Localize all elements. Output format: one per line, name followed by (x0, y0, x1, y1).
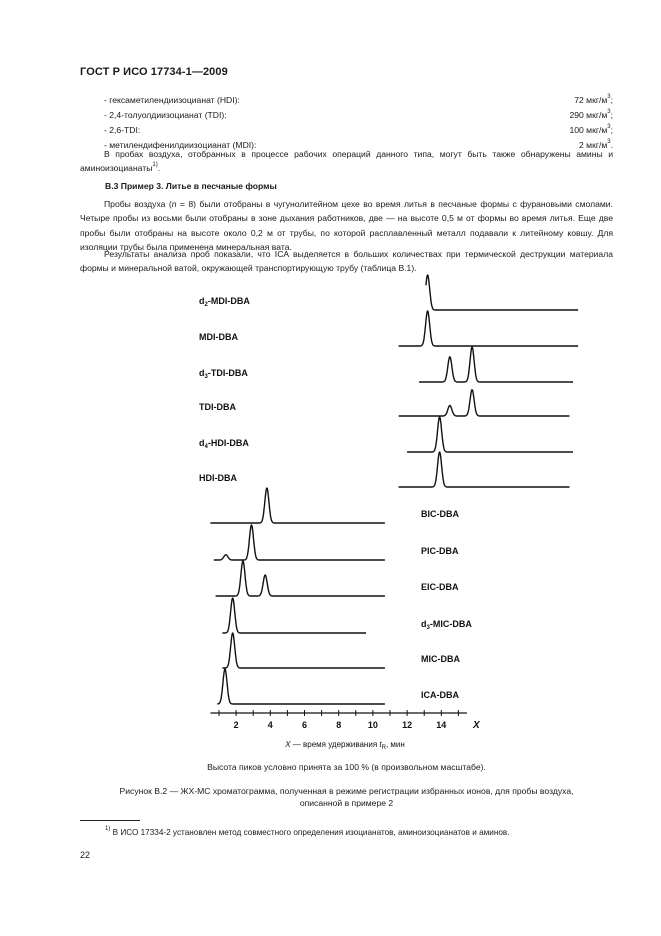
x-tick-label: 4 (267, 720, 273, 730)
trace-d3-tdi-dba (419, 347, 573, 382)
trace-mic-dba (222, 633, 385, 668)
x-tick-label: 6 (301, 720, 308, 730)
paragraph-sampling-start: Пробы воздуха ( (104, 199, 172, 209)
trace-mdi-dba (399, 311, 578, 346)
series-label-part: TDI-DBA (199, 402, 236, 412)
series-label-part: BIC-DBA (421, 509, 459, 519)
paragraph-sampling-rest: = 8) были отобраны в чугунолитейном цехе во время литья в песчаные формы с фурановыми смолами. Четыре пробы из восьми были отобраны в зоне дыхания работников, две — на высоте 0,5 м от формы во время литья. Еще две пробы были отобраны на высоте около 0,2 м от трубы, по которой расплавленный металл подавали к литейному ковшу. Для изоляции трубы была применена минеральная вата. (80, 199, 613, 252)
unit-superscript: 3 (607, 109, 611, 116)
isocyanate-value-suffix: ; (610, 95, 613, 105)
isocyanate-value-number: 100 мкг/м (569, 125, 608, 135)
trace-ica-dba (217, 669, 385, 704)
series-label-part: d (199, 368, 205, 378)
series-label-bic-dba (421, 509, 459, 519)
figure-note: Высота пиков условно принята за 100 % (в произвольном масштабе). (207, 762, 486, 772)
x-axis-title-part: t (379, 740, 382, 749)
series-label-part: 3 (204, 374, 208, 380)
series-label-d2-mdi-dba (199, 296, 250, 308)
series-label-tdi-dba (199, 402, 236, 412)
isocyanate-value-number: 2 мкг/м (579, 140, 608, 150)
paragraph-amines-end: . (157, 163, 161, 174)
x-axis-title (284, 740, 405, 751)
series-label-mdi-dba (199, 332, 238, 342)
section-title: B.3 Пример 3. Литье в песчаные формы (105, 181, 277, 191)
series-label-part: d (421, 619, 427, 629)
series-label-eic-dba (421, 582, 459, 592)
figure-caption-line-1: Рисунок B.2 — ЖХ-МС хроматограмма, полученная в режиме регистрации избранных ионов, для пробы воздуха, (119, 786, 574, 796)
series-label-part: -MIC-DBA (429, 619, 472, 629)
isocyanate-value-number: 290 мкг/м (569, 110, 608, 120)
series-label-part: 4 (204, 444, 208, 450)
footnote-ref: 1) (152, 162, 158, 169)
series-label-part: -MDI-DBA (207, 296, 250, 306)
series-label-part: EIC-DBA (421, 582, 459, 592)
paragraph-results-text: Результаты анализа проб показали, что ICA выделяется в больших количествах при термической деструкции материала формы и минеральной ватой, окружающей транспортирующую трубу (таблица B.1). (80, 249, 613, 274)
paragraph-amines-text: В пробах воздуха, отобранных в процессе рабочих операций данного типа, могут быть также обнаружены амины и аминоизоцианаты (80, 149, 613, 174)
isocyanate-value-suffix: . (610, 140, 613, 150)
series-label-part: ICA-DBA (421, 690, 459, 700)
x-tick-label: 2 (233, 720, 239, 730)
series-label-hdi-dba (199, 473, 237, 483)
series-label-part: PIC-DBA (421, 546, 459, 556)
x-tick-label: 12 (402, 720, 413, 730)
trace-d2-mdi-dba (426, 275, 578, 310)
footnote-marker: 1) (105, 826, 111, 833)
x-axis-title-part: — время удерживания (290, 740, 380, 749)
trace-eic-dba (216, 561, 385, 596)
footnote (105, 828, 510, 837)
trace-hdi-dba (399, 452, 570, 487)
x-axis-title-part: X (285, 740, 291, 749)
variable-n: n (171, 199, 177, 209)
series-label-part: MIC-DBA (421, 654, 460, 664)
unit-superscript: 3 (607, 94, 611, 101)
trace-d4-hdi-dba (407, 417, 573, 452)
trace-pic-dba (214, 525, 385, 560)
series-label-pic-dba (421, 546, 459, 556)
x-tick-label: 14 (436, 720, 447, 730)
series-label-mic-dba (421, 654, 460, 664)
x-axis-title-part: R (381, 745, 386, 751)
series-label-part: d (199, 296, 205, 306)
series-label-d4-hdi-dba (199, 438, 249, 450)
series-label-part: 2 (204, 302, 208, 308)
isocyanate-name: - гексаметилендиизоцианат (HDI): (104, 95, 240, 105)
unit-superscript: 3 (607, 124, 611, 131)
series-label-part: -HDI-DBA (207, 438, 249, 448)
series-label-part: 3 (426, 625, 430, 631)
trace-bic-dba (210, 488, 385, 523)
series-label-part: MDI-DBA (199, 332, 238, 342)
isocyanate-name: - 2,6-TDI: (104, 125, 141, 135)
trace-d3-mic-dba (222, 598, 366, 633)
footnote-divider (80, 820, 140, 821)
isocyanate-name: - метилендифенилдиизоцианат (MDI): (104, 140, 257, 150)
page-number: 22 (80, 850, 91, 860)
figure-caption-line-2: описанной в примере 2 (299, 798, 394, 808)
series-label-part: d (199, 438, 205, 448)
x-tick-label: 8 (336, 720, 342, 730)
series-label-d3-mic-dba (421, 619, 472, 631)
isocyanate-value-number: 72 мкг/м (574, 95, 608, 105)
standard-header: ГОСТ Р ИСО 17734-1—2009 (80, 66, 228, 78)
trace-tdi-dba (399, 390, 570, 416)
x-axis-end-label: X (472, 720, 480, 731)
isocyanate-value-suffix: ; (610, 125, 613, 135)
x-tick-label: 10 (367, 720, 378, 730)
series-label-part: -TDI-DBA (207, 368, 248, 378)
x-axis-title-part: , мин (385, 740, 405, 749)
series-label-part: HDI-DBA (199, 473, 237, 483)
isocyanate-value-suffix: ; (610, 110, 613, 120)
unit-superscript: 3 (607, 139, 611, 146)
footnote-text: В ИСО 17334-2 установлен метод совместного определения изоцианатов, аминоизоцианатов и аминов. (110, 828, 510, 837)
isocyanate-name: - 2,4-толуолдиизоцианат (TDI): (104, 110, 227, 120)
series-label-ica-dba (421, 690, 459, 700)
series-label-d3-tdi-dba (199, 368, 248, 380)
